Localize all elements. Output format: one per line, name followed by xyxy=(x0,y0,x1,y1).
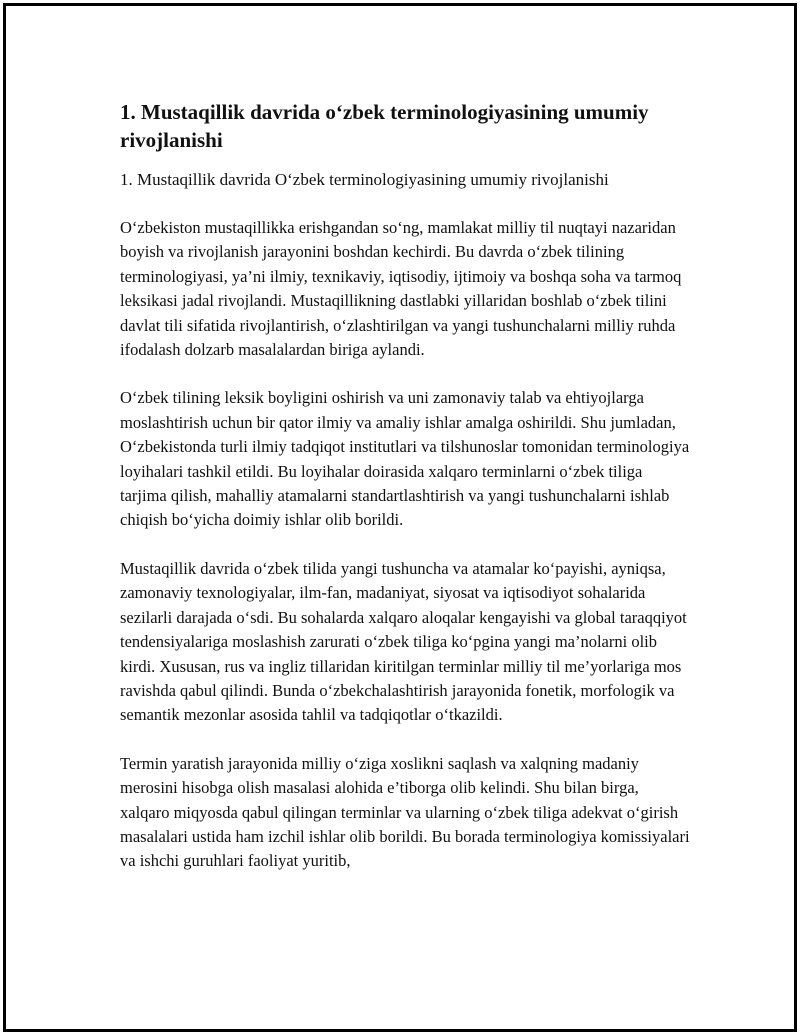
section-heading: 1. Mustaqillik davrida o‘zbek terminologiyasining umumiy rivojlanishi xyxy=(120,100,649,152)
paragraph: Termin yaratish jarayonida milliy o‘ziga xoslikni saqlash va xalqning madaniy merosini hisobga olish masalasi alohida e’tiborga olib kelindi. Shu bilan birga, xalqaro miqyosda qabul qilingan terminlar va ularning o‘zbek tiliga adekvat o‘girish masalalari ustida ham izchil ishlar olib borildi. Bu borada terminologiya komissiyalari va ishchi guruhlari faoliyat yuritib, xyxy=(120,753,690,871)
document-body xyxy=(120,98,692,898)
paragraph: O‘zbek tilining leksik boyligini oshirish va uni zamonaviy talab va ehtiyojlarga moslashtirish uchun bir qator ilmiy va amaliy ishlar amalga oshirildi. Shu jumladan, O‘zbekistonda turli ilmiy tadqiqot institutlari va tilshunoslar tomonidan terminologiya loyihalari tashkil etildi. Bu loyihalar doirasida xalqaro terminlarni o‘zbek tiliga tarjima qilish, mahalliy atamalarni standartlashtirish va yangi tushunchalarni ishlab chiqish bo‘yicha doimiy ishlar olib borildi. xyxy=(120,388,690,530)
paragraph: O‘zbekiston mustaqillikka erishgandan so‘ng, mamlakat milliy til nuqtayi nazaridan boyish va rivojlanish jarayonini boshdan kechirdi. Bu davrda o‘zbek tilining terminologiyasi, ya’ni ilmiy, texnikaviy, iqtisodiy, ijtimoiy va boshqa soha va tarmoq leksikasi jadal rivojlandi. Mustaqillikning dastlabki yillaridan boshlab o‘zbek tilini davlat tili sifatida rivojlantirish, o‘zlashtirilgan va yangi tushunchalarni milliy ruhda ifodalash dolzarb masalalardan biriga aylandi. xyxy=(120,218,682,360)
paragraph: Mustaqillik davrida o‘zbek tilida yangi tushuncha va atamalar ko‘payishi, ayniqsa, zamonaviy texnologiyalar, ilm-fan, madaniyat, siyosat va iqtisodiyot sohalarida sezilarli darajada o‘sdi. Bu sohalarda xalqaro aloqalar kengayishi va global taraqqiyot tendensiyalariga moslashish zarurati o‘zbek tiliga ko‘pgina yangi ma’nolarni olib kirdi. Xususan, rus va ingliz tillaridan kiritilgan terminlar milliy til me’yorlariga mos ravishda qabul qilindi. Bunda o‘zbekchalashtirish jarayonida fonetik, morfologik va semantik mezonlar asosida tahlil va tadqiqotlar o‘tkazildi. xyxy=(120,558,687,725)
section-subheading: 1. Mustaqillik davrida O‘zbek terminologiyasining umumiy rivojlanishi xyxy=(120,170,609,189)
document-page xyxy=(3,3,797,1032)
